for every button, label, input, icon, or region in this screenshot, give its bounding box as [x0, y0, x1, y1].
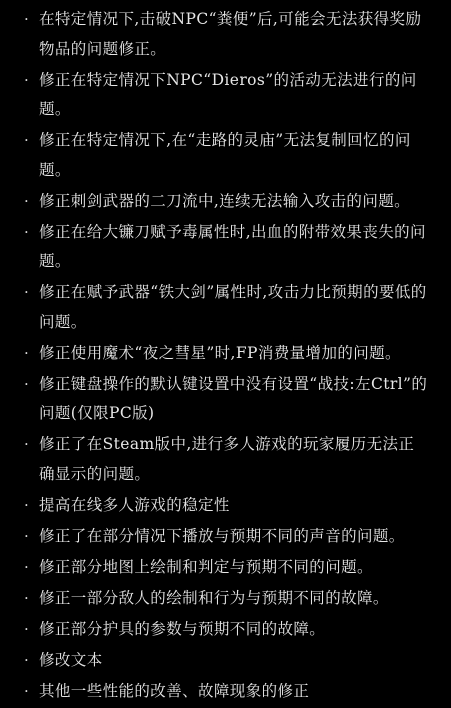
patch-note-text: 修正部分地图上绘制和判定与预期不同的问题。 [39, 557, 373, 576]
bullet: · [24, 131, 30, 149]
patch-note-item [0, 278, 451, 337]
patch-note-text: 修正了在Steam版中,进行多人游戏的玩家履历无法正确显示的问题。 [39, 435, 415, 483]
bullet: · [24, 526, 30, 545]
patch-note-item [0, 491, 451, 521]
patch-note-text: 修正在赋予武器“铁大剑”属性时,攻击力比预期的要低的问题。 [39, 283, 427, 331]
patch-note-item [0, 187, 451, 217]
patch-note-item [0, 5, 451, 64]
bullet: · [24, 70, 30, 89]
patch-note-text: 修改文本 [39, 650, 103, 669]
bullet: · [24, 495, 30, 514]
patch-note-text: 修正键盘操作的默认键设置中没有设置“战技:左Ctrl”的问题(仅限PC版) [39, 374, 428, 422]
bullet: · [24, 557, 30, 576]
patch-note-text: 修正一部分敌人的绘制和行为与预期不同的故障。 [39, 588, 389, 607]
patch-note-item [0, 646, 451, 676]
patch-note-item [0, 615, 451, 645]
bullet: · [24, 588, 30, 607]
patch-note-item [0, 584, 451, 614]
patch-note-item [0, 339, 451, 369]
patch-note-item [0, 553, 451, 583]
patch-note-item [0, 370, 451, 429]
bullet: · [24, 619, 30, 638]
patch-note-item [0, 522, 451, 552]
patch-note-item [0, 430, 451, 489]
patch-note-text: 修正使用魔术“夜之彗星”时,FP消费量增加的问题。 [39, 343, 401, 362]
patch-note-text: 在特定情况下,击破NPC“粪便”后,可能会无法获得奖励物品的问题修正。 [39, 10, 422, 58]
bullet: · [24, 650, 30, 669]
patch-note-text: 修正在特定情况下NPC“Dieros”的活动无法进行的问题。 [39, 70, 417, 118]
bullet: · [24, 343, 30, 362]
bullet: · [24, 222, 30, 241]
bullet: · [24, 681, 30, 700]
patch-note-item [0, 218, 451, 277]
bullet: · [24, 10, 30, 28]
patch-note-item [0, 126, 451, 185]
patch-note-item [0, 66, 451, 125]
patch-note-text: 提高在线多人游戏的稳定性 [39, 495, 230, 514]
bullet: · [24, 191, 30, 210]
patch-note-text: 修正在特定情况下,在“走路的灵庙”无法复制回忆的问题。 [39, 131, 411, 179]
patch-note-item [0, 677, 451, 707]
patch-note-text: 修正在给大镰刀赋予毒属性时,出血的附带效果丧失的问题。 [39, 222, 426, 270]
patch-note-text: 修正刺剑武器的二刀流中,连续无法输入攻击的问题。 [39, 191, 411, 210]
patch-note-text: 修正了在部分情况下播放与预期不同的声音的问题。 [39, 526, 405, 545]
bullet: · [24, 374, 30, 393]
patch-note-text: 修正部分护具的参数与预期不同的故障。 [39, 619, 326, 638]
bullet: · [24, 283, 30, 301]
bullet: · [24, 435, 30, 453]
patch-note-text: 其他一些性能的改善、故障现象的修正 [39, 681, 310, 700]
